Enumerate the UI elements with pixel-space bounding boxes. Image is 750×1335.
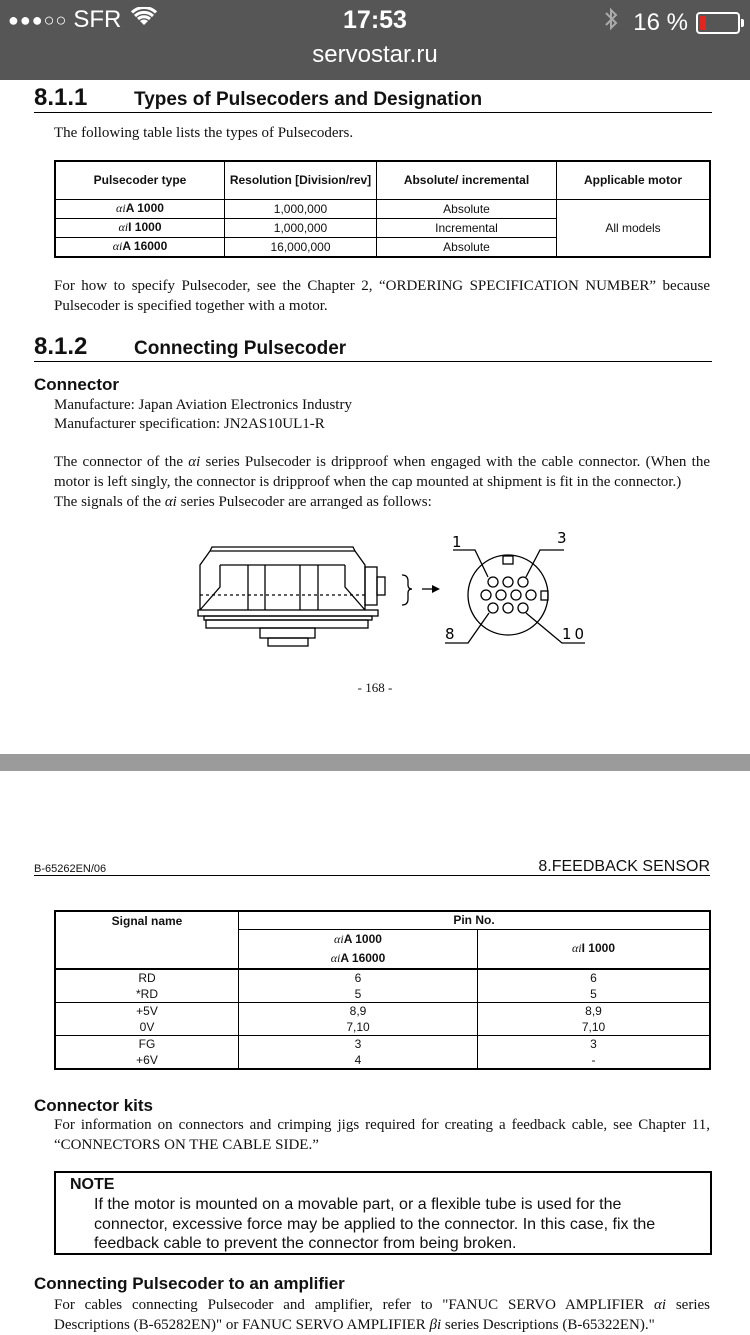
signals-paragraph (54, 493, 710, 513)
brace-icon (402, 575, 412, 605)
resolution-cell: 16,000,000 (225, 237, 377, 257)
alpha-symbol: αi (653, 1297, 667, 1313)
mode-cell: Absolute (377, 199, 557, 218)
clock: 17:53 (343, 6, 407, 34)
motor-type: A 16000 (340, 950, 386, 965)
section-heading-812 (34, 333, 712, 362)
signal-name: 0V (139, 1020, 155, 1034)
bluetooth-icon (603, 6, 619, 39)
col-header: Pin No. (239, 911, 711, 929)
text-run: The connector of the (54, 454, 183, 470)
section-number: 8.1.1 (34, 84, 88, 111)
connector-heading: Connector (34, 375, 119, 394)
doc-id: B-65262EN/06 (34, 863, 107, 875)
pin-cell: 8,9 (349, 1004, 367, 1018)
note-box (54, 1171, 712, 1255)
section-heading-811 (34, 84, 712, 113)
signal-name: +6V (136, 1053, 158, 1067)
pin-label-1: 1 (452, 533, 462, 551)
intro-text: The following table lists the types of Pulsecoders. (54, 125, 354, 141)
pin-label-8: 8 (445, 625, 455, 643)
pin-cell: - (591, 1053, 596, 1067)
note-title: NOTE (70, 1176, 115, 1193)
page-separator (0, 754, 750, 771)
pin-cell: 5 (354, 987, 362, 1001)
text-run: series Descriptions (B-65282EN)" or FANUC SERVO AMPLIFIER (54, 1297, 710, 1333)
motor-type: A 1000 (343, 931, 382, 946)
resolution-cell: 1,000,000 (225, 218, 377, 237)
text-run: For cables connecting Pulsecoder and amplifier, refer to "FANUC SERVO AMPLIFIER (54, 1297, 645, 1313)
spec-note: For how to specify Pulsecoder, see the Chapter 2, “ORDERING SPECIFICATION NUMBER” because Pulsecoder is specified together with a motor. (54, 278, 710, 314)
table-row (55, 1003, 710, 1036)
connector-kits-heading: Connector kits (34, 1096, 154, 1115)
alpha-symbol: αi (188, 454, 201, 470)
page-number: - 168 - (357, 680, 393, 695)
table-row (55, 199, 710, 218)
manufacture-text: Manufacture: Japan Aviation Electronics Industry (54, 397, 352, 413)
table-row (55, 969, 710, 1003)
signal-strength-icon: ●●●○○ (8, 9, 68, 30)
text-run: series Descriptions (B-65322EN)." (444, 1316, 655, 1333)
amplifier-heading: Connecting Pulsecoder to an amplifier (34, 1274, 345, 1293)
signal-name: RD (138, 971, 156, 985)
connector-body-drawing (198, 547, 385, 646)
section-header: 8.FEEDBACK SENSOR (538, 858, 710, 875)
text-run: series Pulsecoder is dripproof when engaged with the cable connector. (When the motor is left singly, the connector is dripproof when the cap mounted at shipment is fit in the connector.) (54, 454, 710, 490)
carrier-name: SFR (73, 6, 122, 33)
col-header: Resolution [Division/rev] (225, 161, 377, 199)
pulsecoder-types-table (54, 160, 711, 258)
alpha-symbol: αi (116, 201, 126, 216)
pulsecoder-type: A 16000 (122, 239, 168, 254)
motor-type: I 1000 (581, 941, 615, 956)
mode-cell: Incremental (377, 218, 557, 237)
pin-cell: 8,9 (585, 1004, 602, 1018)
status-bar (0, 0, 750, 80)
pin-cell: 3 (354, 1037, 362, 1051)
pin-cell: 7,10 (581, 1020, 606, 1034)
pin-cell: 7,10 (346, 1020, 370, 1034)
pin-cell: 4 (354, 1053, 362, 1067)
section-title: Connecting Pulsecoder (134, 338, 347, 359)
pin-cell: 6 (354, 971, 362, 985)
pin-cell: 5 (590, 987, 597, 1001)
pulsecoder-type: I 1000 (128, 220, 162, 235)
spec-text: Manufacturer specification: JN2AS10UL1-R (54, 416, 325, 432)
col-header: Absolute/ incremental (377, 161, 557, 199)
col-header: Applicable motor (557, 161, 711, 199)
dripproof-paragraph (54, 453, 710, 492)
table-row (55, 1036, 710, 1070)
col-header: Signal name (55, 911, 239, 969)
battery-icon (696, 12, 740, 34)
status-right (603, 6, 740, 39)
battery-percent: 16 % (633, 8, 688, 36)
signal-name: +5V (136, 1004, 158, 1018)
pin-label-3: 3 (557, 529, 567, 547)
text-run: The signals of the (54, 494, 162, 510)
pulsecoder-type: A 1000 (125, 201, 164, 216)
text-run: series Pulsecoder are arranged as follows: (180, 494, 432, 510)
section-number: 8.1.2 (34, 333, 88, 360)
alpha-symbol: αi (112, 239, 123, 254)
beta-symbol: βi (429, 1316, 442, 1333)
signal-name: FG (138, 1037, 156, 1051)
pin-cell: 3 (590, 1037, 597, 1051)
connector-kits-text: For information on connectors and crimping jigs required for creating a feedback cable, see Chapter 11, “CONNECTORS ON THE CABLE SIDE.” (54, 1117, 710, 1153)
alpha-symbol: αi (164, 494, 177, 510)
signal-name: *RD (135, 987, 158, 1001)
col-header: Pulsecoder type (55, 161, 225, 199)
applicable-motor-cell: All models (557, 199, 711, 257)
alpha-symbol: αi (330, 950, 341, 965)
mode-cell: Absolute (377, 237, 557, 257)
arrow-right-icon (432, 585, 440, 593)
battery-fill (700, 16, 706, 30)
section-title: Types of Pulsecoders and Designation (134, 89, 483, 110)
alpha-symbol: αi (334, 931, 344, 946)
pin-label-10: 10 (562, 625, 588, 643)
header-rule (34, 875, 710, 876)
signal-pin-table (54, 910, 711, 1070)
resolution-cell: 1,000,000 (225, 199, 377, 218)
pin-cell: 6 (590, 971, 597, 985)
alpha-symbol: αi (571, 941, 582, 956)
amplifier-text (54, 1296, 710, 1335)
note-body: If the motor is mounted on a movable part, or a flexible tube is used for the connector, excessive force may be applied to the connector. In this case, fix the feedback cable to prevent the connector from being broken. (94, 1196, 656, 1252)
alpha-symbol: αi (118, 220, 129, 235)
url-bar[interactable]: servostar.ru (312, 41, 438, 68)
connector-diagram (190, 525, 600, 655)
